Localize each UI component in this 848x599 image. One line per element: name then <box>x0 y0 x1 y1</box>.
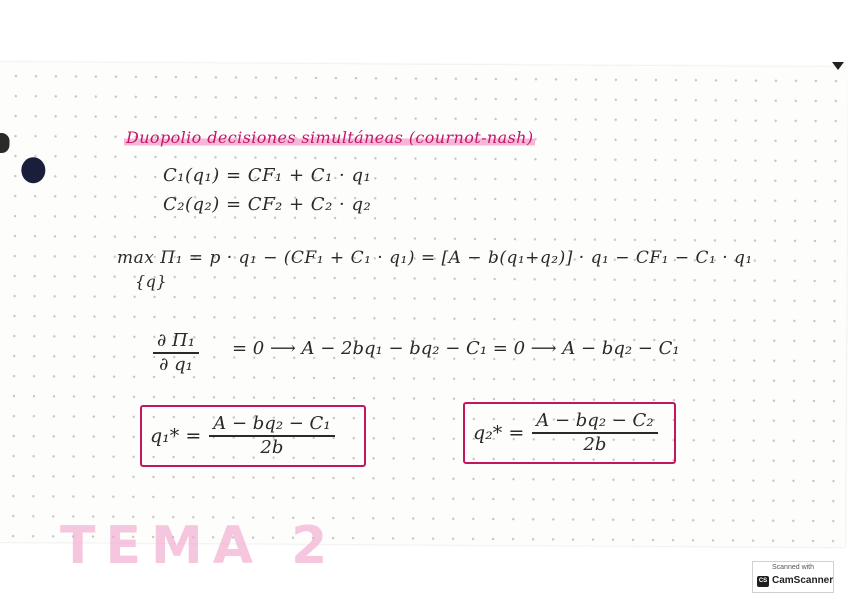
scanner-caption: Scanned with <box>771 564 815 571</box>
result-box-q1 <box>140 405 366 467</box>
page-corner-mark <box>832 62 844 70</box>
camscanner-badge <box>752 561 834 593</box>
profit-maximization-subscript: {q} <box>135 272 168 291</box>
q1-fraction <box>209 413 334 459</box>
binder-clip-mark <box>0 133 10 153</box>
result-box-q2 <box>463 402 676 464</box>
first-order-condition: = 0 ⟶ A − 2bq₁ − bq₂ − C₁ = 0 ⟶ A − bq₂ − C₁ <box>232 338 680 359</box>
q1-denominator: 2b <box>260 436 284 458</box>
q2-star-label: q₂* = <box>473 422 525 444</box>
cost-function-1: C₁(q₁) = CF₁ + C₁ · q₁ <box>163 165 372 186</box>
profit-equation: max Π₁ = p · q₁ − (CF₁ + C₁ · q₁) = [A − b(q₁+q₂)] · q₁ − CF₁ − C₁ · q₁ <box>117 248 753 268</box>
derivative-numerator: ∂ Π₁ <box>157 330 195 351</box>
q1-numerator: A − bq₂ − C₁ <box>213 413 331 435</box>
partial-derivative <box>153 330 199 376</box>
camscanner-logo-icon: CS <box>757 576 769 587</box>
q1-star-label: q₁* = <box>150 425 202 447</box>
section-title <box>124 128 535 147</box>
binder-hole <box>21 157 45 183</box>
q2-numerator: A − bq₂ − C₂ <box>536 410 654 432</box>
cost-function-2: C₂(q₂) = CF₂ + C₂ · q₂ <box>163 194 372 215</box>
section-title-text: Duopolio decisiones simultáneas (cournot-nash) <box>126 128 534 147</box>
next-section-heading: TEMA 2 <box>60 516 338 576</box>
derivative-denominator: ∂ q₁ <box>159 353 193 375</box>
q2-fraction <box>532 410 657 456</box>
scanner-name: CamScanner <box>772 575 834 586</box>
q2-denominator: 2b <box>583 433 607 455</box>
